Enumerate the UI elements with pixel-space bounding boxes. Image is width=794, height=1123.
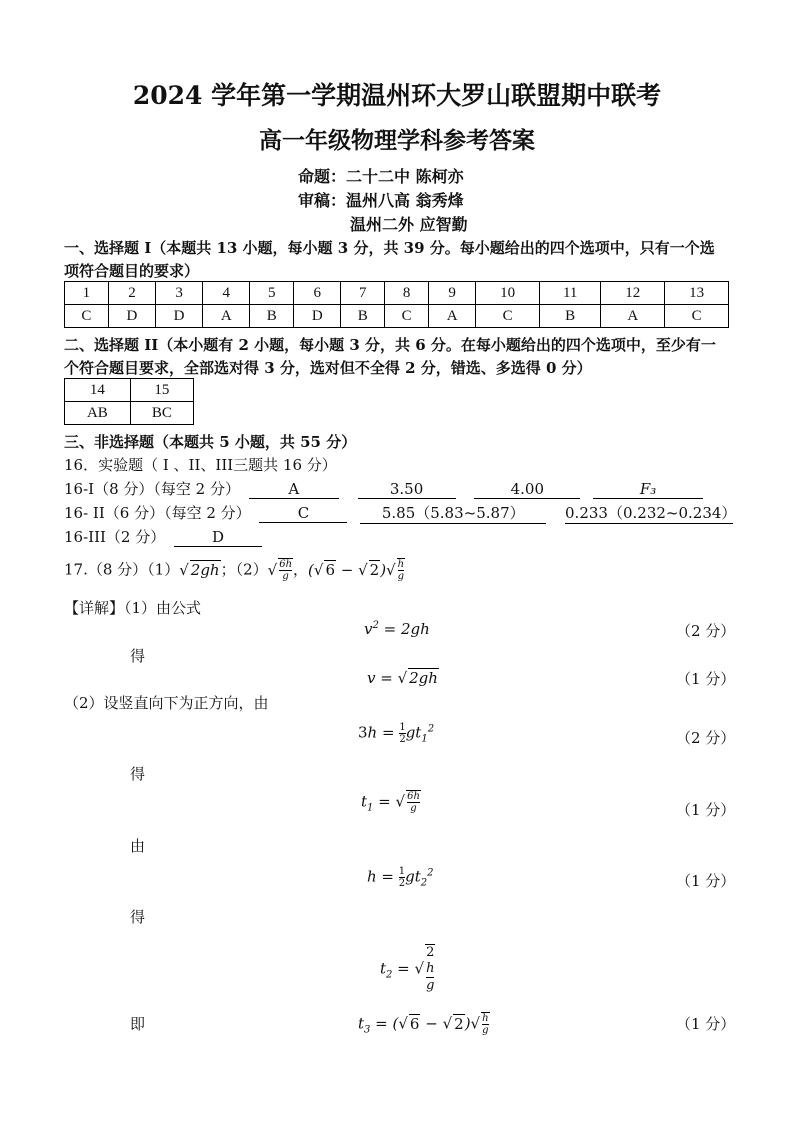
document-title: 2024 学年第一学期温州环大罗山联盟期中联考 — [132, 81, 662, 110]
score-mark: （2 分） — [676, 622, 736, 640]
q16-2-label: 16- II（6 分）（每空 2 分） — [64, 504, 251, 522]
answer-cell: D — [108, 305, 155, 328]
question-number: 8 — [385, 282, 429, 305]
word-ji: 即 — [130, 1015, 146, 1033]
answer-cell: AB — [65, 402, 131, 425]
section1-heading-line2: 项符合题目的要求） — [64, 262, 200, 280]
q17-answer-2: √ $\frac{6h}{g}$ — [267, 559, 293, 582]
score-mark: （1 分） — [676, 670, 736, 688]
question-number: 15 — [130, 379, 193, 402]
equation-t2: $t_2$ = √ 2 h g — [380, 945, 435, 993]
question-number: 2 — [108, 282, 155, 305]
q16-title: 16．实验题（ I 、II、III三题共 16 分） — [64, 456, 337, 474]
author-name: 二十二中 陈柯亦 — [346, 167, 464, 186]
question-number: 13 — [665, 282, 729, 305]
question-number: 7 — [341, 282, 385, 305]
section1-heading-line1: 一、选择题 I（本题共 13 小题，每小题 3 分，共 39 分。每小题给出的四个选项中，只有一个选 — [64, 239, 715, 257]
question-number: 5 — [250, 282, 294, 305]
word-you: 由 — [130, 837, 146, 855]
section1-answer-row — [65, 305, 729, 328]
q17-label: 17.（8 分）（1） — [64, 560, 180, 579]
q17-answer-1: √ 2gh — [179, 560, 220, 579]
answer-cell: C — [65, 305, 109, 328]
answer-cell: A — [429, 305, 476, 328]
reviewer-name-2: 温州二外 应智勤 — [350, 215, 468, 234]
equation-energy: $v^2 = 2gh$ — [364, 620, 430, 638]
answer-cell: C — [476, 305, 540, 328]
author-line — [298, 164, 464, 187]
answer-cell: C — [385, 305, 429, 328]
section1-answer-table — [64, 281, 729, 328]
answer-cell: B — [250, 305, 294, 328]
equation-velocity: v = √ 2gh — [367, 669, 438, 687]
word-de-3: 得 — [130, 908, 146, 926]
section2-answer-table — [64, 378, 194, 425]
word-de-2: 得 — [130, 765, 146, 783]
question-number: 11 — [539, 282, 601, 305]
answer-blank: 0.233（0.232~0.234） — [565, 504, 737, 522]
question-number: 12 — [601, 282, 665, 305]
q16-2-line — [64, 502, 737, 524]
question-number: 14 — [65, 379, 131, 402]
equation-t1: $t_1$ = √ $\frac{6h}{g}$ — [361, 791, 420, 814]
answer-blank: A — [249, 480, 339, 499]
answer-cell: C — [665, 305, 729, 328]
score-mark: （1 分） — [676, 801, 736, 819]
section2-number-row — [65, 379, 194, 402]
q16-1-label: 16-I（8 分）（每空 2 分） — [64, 480, 240, 498]
section3-heading: 三、非选择题（本题共 5 小题，共 55 分） — [64, 433, 357, 451]
detail-heading: 【详解】（1）由公式 — [64, 599, 202, 617]
answer-blank: 5.85（5.83~5.87） — [360, 502, 546, 524]
section2-heading-line1: 二、选择题 II（本小题有 2 小题，每小题 3 分，共 6 分。在每小题给出的四个选项中，至少有一 — [64, 336, 716, 354]
section1-number-row — [65, 282, 729, 305]
author-label: 命题： — [298, 167, 347, 186]
answer-cell: A — [601, 305, 665, 328]
q17-separator-2: ， — [293, 560, 309, 579]
question-number: 1 — [65, 282, 109, 305]
question-number: 9 — [429, 282, 476, 305]
reviewer-label: 审稿： — [298, 191, 347, 210]
question-number: 3 — [156, 282, 203, 305]
q17-answer-3: (√ 6 − √ 2)√ $\frac{h}{g}$ — [308, 559, 405, 582]
answer-cell: D — [294, 305, 341, 328]
score-mark: （2 分） — [676, 729, 736, 747]
answer-blank: F₃ — [593, 480, 703, 499]
document-subtitle: 高一年级物理学科参考答案 — [259, 127, 535, 154]
q16-1-line — [64, 478, 703, 499]
answer-blank: 3.50 — [358, 480, 456, 499]
answer-cell: BC — [130, 402, 193, 425]
question-number: 4 — [203, 282, 250, 305]
answer-cell: A — [203, 305, 250, 328]
part2-intro: （2）设竖直向下为正方向，由 — [64, 694, 269, 712]
answer-cell: B — [539, 305, 601, 328]
answer-blank: 4.00 — [474, 480, 580, 499]
q16-3-label: 16-III（2 分） — [64, 528, 166, 546]
equation-h: h = $\frac{1}{2}$ $gt_2^2$ — [367, 866, 434, 889]
word-de: 得 — [130, 647, 146, 665]
equation-t3: $t_3$ = (√ 6 − √ 2)√ $\frac{h}{g}$ — [358, 1013, 489, 1036]
equation-3h: 3h = $\frac{1}{2}$ $gt_1^2$ — [358, 722, 435, 745]
q17-line — [64, 558, 405, 582]
answer-blank: C — [259, 504, 347, 523]
question-number: 10 — [476, 282, 540, 305]
reviewer-line — [298, 188, 464, 211]
section2-answer-row — [65, 402, 194, 425]
score-mark: （1 分） — [676, 872, 736, 890]
answer-blank: D — [174, 528, 262, 547]
answer-cell: B — [341, 305, 385, 328]
question-number: 6 — [294, 282, 341, 305]
q17-separator-1: ；（2） — [220, 560, 268, 579]
reviewer-name: 温州八高 翁秀烽 — [346, 191, 464, 210]
answer-cell: D — [156, 305, 203, 328]
score-mark: （1 分） — [676, 1015, 736, 1033]
section2-heading-line2: 个符合题目要求，全部选对得 3 分，选对但不全得 2 分，错选、多选得 0 分） — [64, 359, 592, 377]
q16-3-line — [64, 526, 262, 547]
